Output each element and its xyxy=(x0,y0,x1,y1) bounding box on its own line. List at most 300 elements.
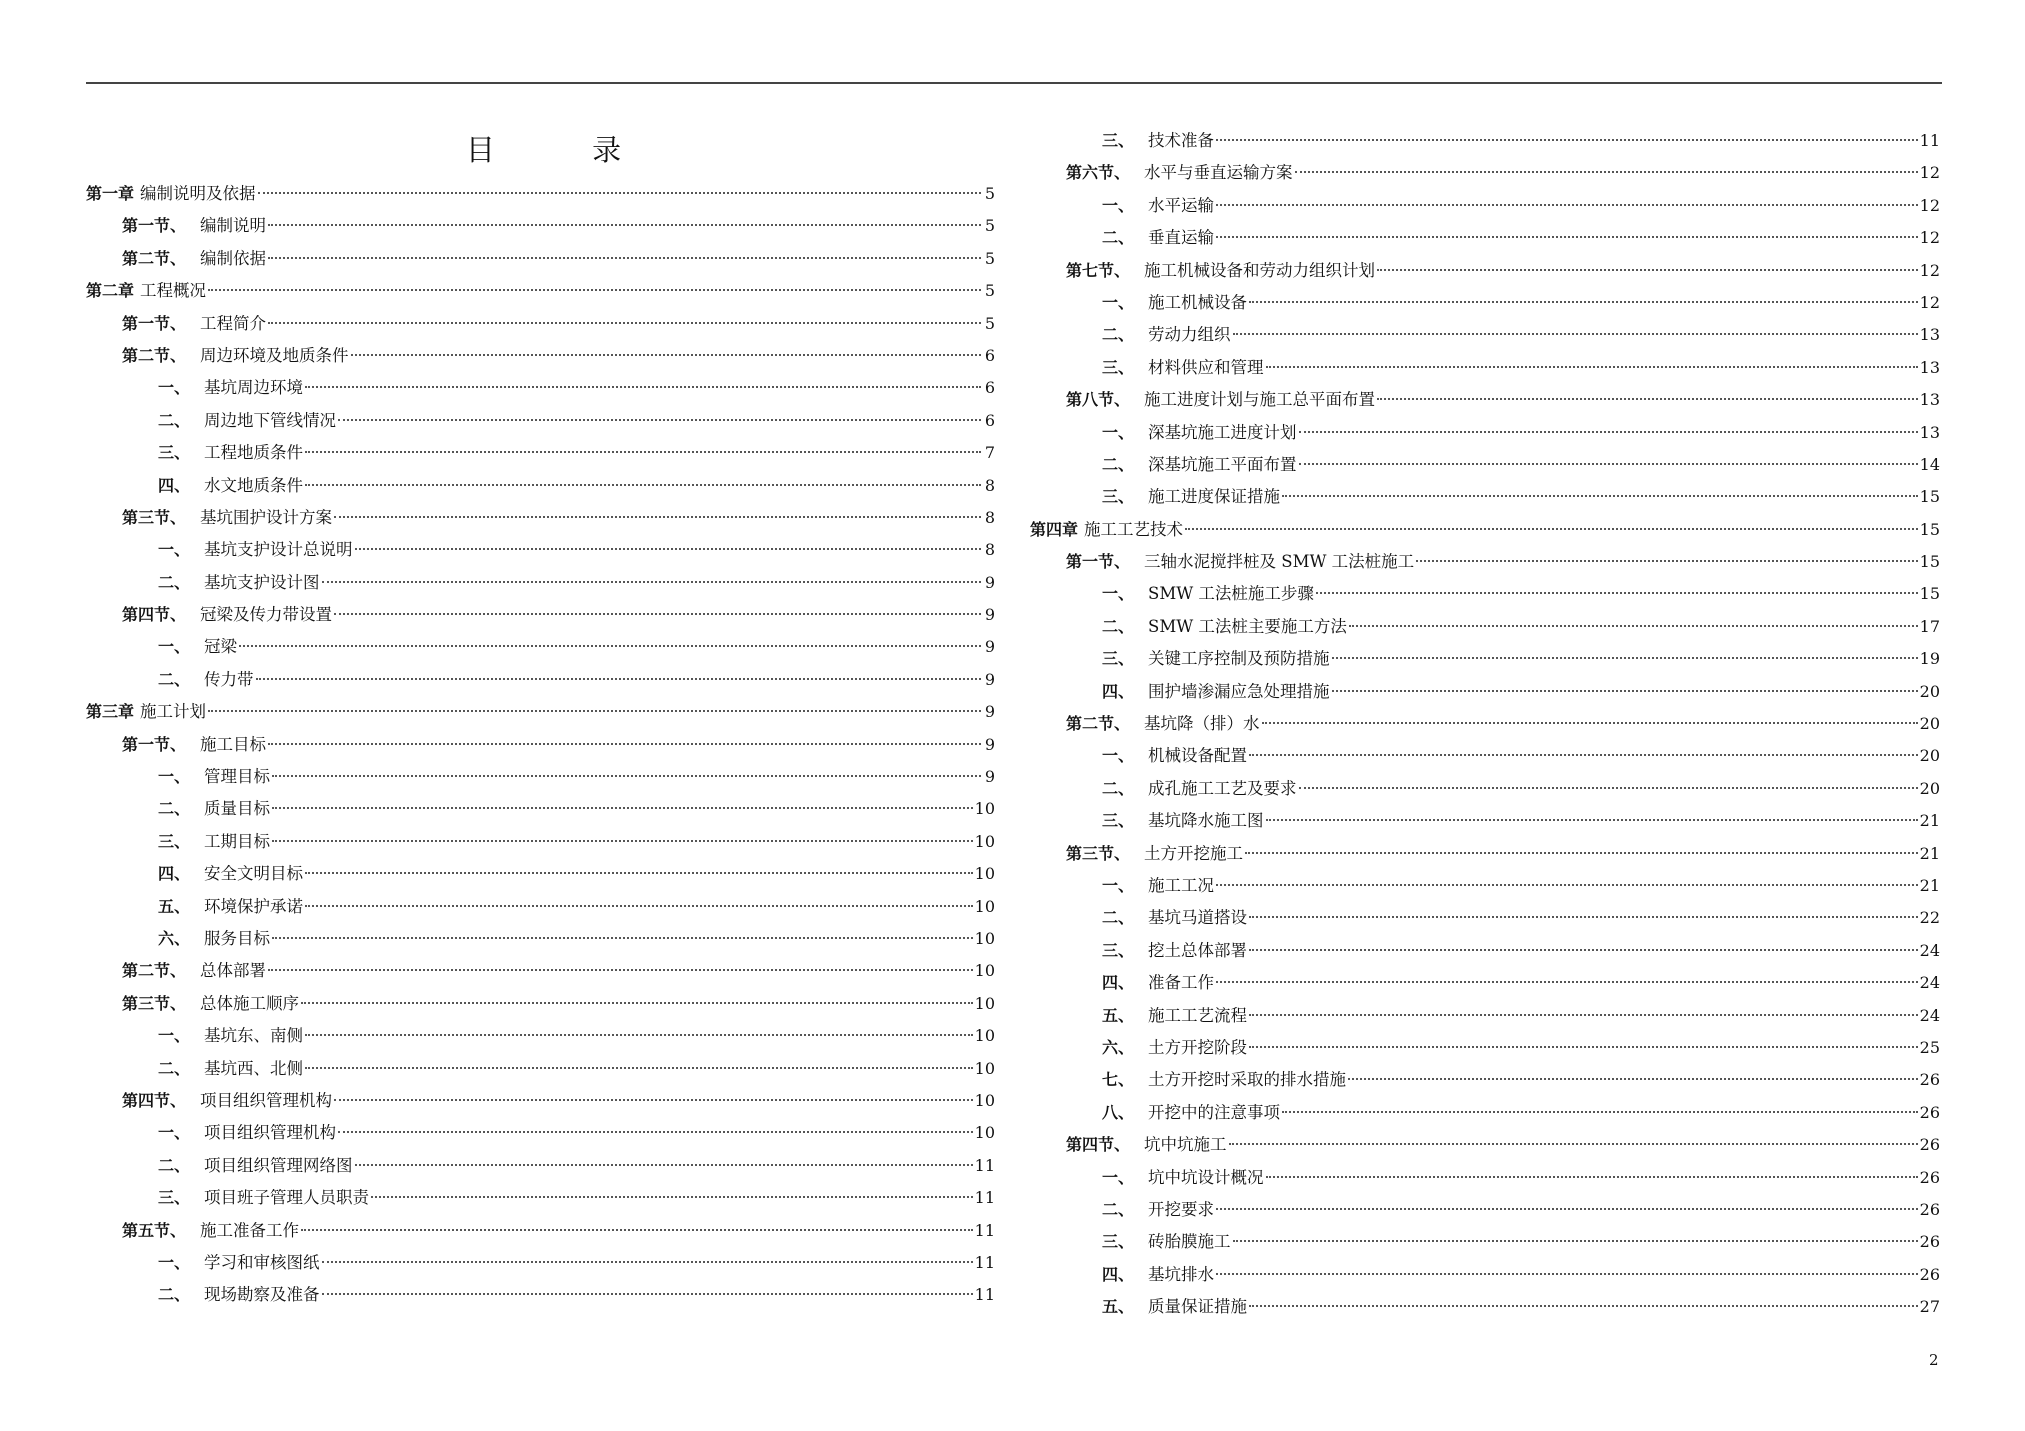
toc-entry[interactable] xyxy=(1030,224,1940,256)
toc-entry-page: 15 xyxy=(1919,552,1940,572)
toc-entry-page: 12 xyxy=(1919,292,1940,312)
toc-entry-title: 项目组织管理机构 xyxy=(204,1123,337,1143)
toc-left-column xyxy=(86,180,995,1314)
toc-entry[interactable] xyxy=(86,1087,995,1119)
toc-entry-label: 三、 xyxy=(1102,357,1135,377)
toc-entry[interactable] xyxy=(1030,516,1940,548)
toc-entry-page: 27 xyxy=(1919,1297,1940,1317)
toc-entry-title: 基坑排水 xyxy=(1148,1264,1215,1284)
toc-entry[interactable] xyxy=(86,925,995,957)
toc-entry[interactable] xyxy=(1030,289,1940,321)
toc-entry-page: 26 xyxy=(1919,1232,1940,1252)
toc-dot-leader xyxy=(1348,1078,1918,1080)
toc-entry[interactable] xyxy=(1030,840,1940,872)
toc-entry[interactable] xyxy=(86,698,995,730)
toc-entry[interactable] xyxy=(86,439,995,471)
toc-entry-page: 6 xyxy=(984,378,995,398)
header-rule xyxy=(86,82,1942,84)
toc-entry-label: 三、 xyxy=(1102,940,1135,960)
toc-dot-leader xyxy=(272,840,973,842)
toc-entry-label: 三、 xyxy=(1102,487,1135,507)
toc-entry-page: 11 xyxy=(974,1285,995,1305)
toc-entry-label: 第八节、 xyxy=(1066,390,1131,410)
toc-entry-label: 第七节、 xyxy=(1066,260,1131,280)
toc-entry-page: 10 xyxy=(974,831,995,851)
toc-entry[interactable] xyxy=(86,212,995,244)
toc-entry-title: 材料供应和管理 xyxy=(1148,357,1264,377)
toc-entry[interactable] xyxy=(1030,904,1940,936)
toc-entry-page: 5 xyxy=(984,281,995,301)
toc-dot-leader xyxy=(1316,592,1918,594)
toc-entry-page: 10 xyxy=(974,1026,995,1046)
toc-entry-title: 施工机械设备和劳动力组织计划 xyxy=(1144,260,1376,280)
toc-dot-leader xyxy=(1299,463,1918,465)
toc-dot-leader xyxy=(338,1131,973,1133)
toc-dot-leader xyxy=(1249,1305,1918,1307)
toc-entry[interactable] xyxy=(86,1152,995,1184)
toc-entry-label: 一、 xyxy=(158,540,191,560)
toc-entry-page: 15 xyxy=(1919,487,1940,507)
toc-entry-title: 冠梁 xyxy=(204,637,238,657)
toc-entry[interactable] xyxy=(1030,613,1940,645)
toc-entry-label: 一、 xyxy=(1102,422,1135,442)
toc-entry-label: 第三节、 xyxy=(122,993,187,1013)
toc-entry[interactable] xyxy=(86,407,995,439)
toc-entry-page: 10 xyxy=(974,896,995,916)
toc-entry-page: 10 xyxy=(974,1058,995,1078)
toc-entry[interactable] xyxy=(86,957,995,989)
toc-entry-label: 第五节、 xyxy=(122,1220,187,1240)
toc-dot-leader xyxy=(322,1293,973,1295)
toc-entry-title: 土方开挖施工 xyxy=(1144,843,1244,863)
toc-entry-page: 10 xyxy=(974,961,995,981)
toc-dot-leader xyxy=(268,743,981,745)
toc-entry[interactable] xyxy=(1030,937,1940,969)
toc-entry[interactable] xyxy=(1030,1034,1940,1066)
toc-entry[interactable] xyxy=(1030,678,1940,710)
toc-entry-title: 围护墙渗漏应急处理措施 xyxy=(1148,681,1330,701)
toc-entry[interactable] xyxy=(1030,321,1940,353)
toc-entry-page: 24 xyxy=(1919,1005,1940,1025)
toc-entry-title: 传力带 xyxy=(204,669,254,689)
toc-entry-page: 9 xyxy=(984,734,995,754)
toc-entry[interactable] xyxy=(86,472,995,504)
toc-entry-title: 工程简介 xyxy=(200,313,267,333)
toc-entry-page: 9 xyxy=(984,702,995,722)
toc-dot-leader xyxy=(208,289,981,291)
toc-entry-page: 10 xyxy=(974,928,995,948)
toc-entry[interactable] xyxy=(1030,775,1940,807)
toc-entry-page: 25 xyxy=(1919,1037,1940,1057)
toc-entry-title: 服务目标 xyxy=(204,928,271,948)
toc-entry-title: 编制说明 xyxy=(200,216,267,236)
toc-entry[interactable] xyxy=(86,504,995,536)
toc-entry-page: 5 xyxy=(984,248,995,268)
toc-dot-leader xyxy=(1216,981,1918,983)
toc-entry-page: 13 xyxy=(1919,422,1940,442)
toc-entry-page: 11 xyxy=(974,1220,995,1240)
toc-entry-page: 20 xyxy=(1919,778,1940,798)
toc-entry[interactable] xyxy=(86,893,995,925)
toc-entry[interactable] xyxy=(1030,1164,1940,1196)
toc-entry-page: 13 xyxy=(1919,390,1940,410)
toc-entry-title: 水文地质条件 xyxy=(204,475,304,495)
toc-entry-title: 施工准备工作 xyxy=(200,1220,300,1240)
toc-entry[interactable] xyxy=(1030,969,1940,1001)
toc-entry[interactable] xyxy=(86,1055,995,1087)
toc-entry-page: 10 xyxy=(974,993,995,1013)
toc-entry-page: 26 xyxy=(1919,1167,1940,1187)
toc-entry-title: 基坑马道搭设 xyxy=(1148,908,1248,928)
toc-entry-label: 一、 xyxy=(158,378,191,398)
toc-entry-title: 现场勘察及准备 xyxy=(204,1285,320,1305)
toc-entry-title: 施工工况 xyxy=(1148,875,1215,895)
toc-dot-leader xyxy=(1249,949,1918,951)
toc-dot-leader xyxy=(355,548,981,550)
toc-entry[interactable] xyxy=(86,1217,995,1249)
toc-entry-page: 11 xyxy=(974,1188,995,1208)
toc-entry[interactable] xyxy=(86,633,995,665)
toc-entry-title: 基坑降（排）水 xyxy=(1144,714,1260,734)
toc-dot-leader xyxy=(351,354,981,356)
toc-entry-page: 5 xyxy=(984,313,995,333)
toc-entry[interactable] xyxy=(1030,1131,1940,1163)
toc-entry-page: 12 xyxy=(1919,260,1940,280)
toc-entry-label: 八、 xyxy=(1102,1102,1135,1122)
page-number: 2 xyxy=(1929,1351,1939,1369)
toc-dot-leader xyxy=(301,1229,973,1231)
toc-entry[interactable] xyxy=(1030,386,1940,418)
toc-entry[interactable] xyxy=(86,1119,995,1151)
toc-entry-label: 第二节、 xyxy=(122,345,187,365)
toc-entry-label: 第四节、 xyxy=(1066,1135,1131,1155)
toc-entry[interactable] xyxy=(1030,483,1940,515)
toc-entry-label: 二、 xyxy=(158,1058,191,1078)
toc-entry-title: SMW 工法桩主要施工方法 xyxy=(1148,616,1347,636)
toc-dot-leader xyxy=(305,1067,973,1069)
toc-entry[interactable] xyxy=(86,1249,995,1281)
toc-entry[interactable] xyxy=(1030,742,1940,774)
toc-entry-label: 二、 xyxy=(158,1155,191,1175)
toc-entry-page: 26 xyxy=(1919,1070,1940,1090)
toc-dot-leader xyxy=(1216,884,1918,886)
toc-dot-leader xyxy=(305,872,973,874)
toc-dot-leader xyxy=(334,613,981,615)
toc-entry[interactable] xyxy=(86,536,995,568)
toc-entry[interactable] xyxy=(1030,710,1940,742)
toc-entry-label: 四、 xyxy=(158,475,191,495)
toc-entry-title: 工程概况 xyxy=(140,281,207,301)
toc-entry-page: 7 xyxy=(984,443,995,463)
toc-entry-label: 二、 xyxy=(1102,778,1135,798)
toc-dot-leader xyxy=(272,807,973,809)
toc-entry-label: 二、 xyxy=(1102,325,1135,345)
toc-dot-leader xyxy=(305,484,981,486)
toc-entry-label: 三、 xyxy=(1102,649,1135,669)
toc-entry-title: 施工目标 xyxy=(200,734,267,754)
toc-entry[interactable] xyxy=(1030,1261,1940,1293)
toc-entry[interactable] xyxy=(1030,1002,1940,1034)
toc-entry-label: 第三章 xyxy=(86,702,135,722)
toc-entry-label: 四、 xyxy=(1102,681,1135,701)
toc-entry-page: 11 xyxy=(974,1252,995,1272)
toc-entry[interactable] xyxy=(86,860,995,892)
toc-entry[interactable] xyxy=(86,731,995,763)
toc-dot-leader xyxy=(301,1002,973,1004)
toc-entry-title: 冠梁及传力带设置 xyxy=(200,605,333,625)
toc-entry-page: 8 xyxy=(984,540,995,560)
toc-dot-leader xyxy=(1266,819,1918,821)
toc-entry-label: 三、 xyxy=(1102,811,1135,831)
toc-dot-leader xyxy=(355,1164,973,1166)
toc-entry-title: 施工机械设备 xyxy=(1148,292,1248,312)
toc-dot-leader xyxy=(305,905,973,907)
toc-entry-label: 二、 xyxy=(158,410,191,430)
toc-entry-label: 第四章 xyxy=(1030,519,1079,539)
toc-entry[interactable] xyxy=(1030,419,1940,451)
toc-dot-leader xyxy=(1332,690,1918,692)
toc-entry[interactable] xyxy=(1030,548,1940,580)
toc-entry-label: 三、 xyxy=(1102,1232,1135,1252)
toc-entry-label: 一、 xyxy=(158,637,191,657)
toc-entry[interactable] xyxy=(1030,645,1940,677)
toc-entry-label: 七、 xyxy=(1102,1070,1135,1090)
toc-entry-page: 10 xyxy=(974,799,995,819)
toc-dot-leader xyxy=(1377,269,1918,271)
toc-entry[interactable] xyxy=(1030,1099,1940,1131)
toc-dot-leader xyxy=(334,516,981,518)
toc-entry-label: 三、 xyxy=(158,443,191,463)
toc-dot-leader xyxy=(1216,204,1918,206)
toc-entry-title: 技术准备 xyxy=(1148,131,1215,150)
toc-entry[interactable] xyxy=(86,1022,995,1054)
toc-dot-leader xyxy=(1262,722,1918,724)
toc-entry-label: 二、 xyxy=(158,572,191,592)
toc-entry-label: 第三节、 xyxy=(122,507,187,527)
toc-dot-leader xyxy=(256,678,981,680)
toc-entry-label: 五、 xyxy=(158,896,191,916)
toc-entry[interactable] xyxy=(86,666,995,698)
toc-entry-title: 坑中坑施工 xyxy=(1144,1135,1227,1155)
toc-entry[interactable] xyxy=(86,342,995,374)
toc-entry[interactable] xyxy=(1030,192,1940,224)
toc-entry-page: 8 xyxy=(984,475,995,495)
toc-dot-leader xyxy=(1377,398,1918,400)
toc-entry-title: 劳动力组织 xyxy=(1148,325,1231,345)
toc-dot-leader xyxy=(1416,560,1917,562)
toc-entry-page: 22 xyxy=(1919,908,1940,928)
toc-dot-leader xyxy=(338,419,981,421)
toc-entry-title: 关键工序控制及预防措施 xyxy=(1148,649,1330,669)
toc-dot-leader xyxy=(268,969,973,971)
toc-dot-leader xyxy=(1282,495,1918,497)
toc-entry-label: 第二章 xyxy=(86,281,135,301)
toc-entry-page: 15 xyxy=(1919,584,1940,604)
toc-entry-label: 六、 xyxy=(1102,1037,1135,1057)
toc-entry-label: 二、 xyxy=(1102,1199,1135,1219)
toc-entry-label: 二、 xyxy=(1102,616,1135,636)
toc-entry-label: 一、 xyxy=(158,1252,191,1272)
toc-entry-label: 一、 xyxy=(158,1026,191,1046)
toc-dot-leader xyxy=(268,322,981,324)
toc-entry-page: 12 xyxy=(1919,228,1940,248)
toc-entry-title: 准备工作 xyxy=(1148,973,1215,993)
toc-entry[interactable] xyxy=(86,763,995,795)
toc-entry-page: 12 xyxy=(1919,163,1940,183)
toc-dot-leader xyxy=(305,1034,973,1036)
toc-entry-page: 24 xyxy=(1919,973,1940,993)
toc-entry[interactable] xyxy=(86,180,995,212)
toc-entry-label: 一、 xyxy=(1102,1167,1135,1187)
toc-entry-label: 二、 xyxy=(158,669,191,689)
toc-entry[interactable] xyxy=(1030,807,1940,839)
toc-entry-title: 成孔施工工艺及要求 xyxy=(1148,778,1297,798)
toc-entry-label: 一、 xyxy=(1102,292,1135,312)
toc-entry-label: 第四节、 xyxy=(122,1090,187,1110)
toc-entry-page: 14 xyxy=(1919,454,1940,474)
toc-entry-label: 一、 xyxy=(1102,875,1135,895)
toc-entry-title: 施工工艺技术 xyxy=(1084,519,1184,539)
toc-entry-title: 基坑西、北侧 xyxy=(204,1058,304,1078)
toc-dot-leader xyxy=(1266,366,1918,368)
toc-entry[interactable] xyxy=(1030,1228,1940,1260)
toc-entry-label: 三、 xyxy=(158,831,191,851)
toc-entry[interactable] xyxy=(1030,580,1940,612)
toc-entry[interactable] xyxy=(86,277,995,309)
toc-entry-title: 三轴水泥搅拌桩及 SMW 工法桩施工 xyxy=(1144,552,1415,572)
toc-dot-leader xyxy=(1233,333,1918,335)
toc-entry-page: 9 xyxy=(984,572,995,592)
toc-dot-leader xyxy=(1295,171,1918,173)
toc-dot-leader xyxy=(371,1196,973,1198)
toc-entry-title: 基坑围护设计方案 xyxy=(200,507,333,527)
toc-entry-label: 三、 xyxy=(1102,131,1135,150)
toc-entry[interactable] xyxy=(86,569,995,601)
toc-entry[interactable] xyxy=(86,828,995,860)
toc-entry-page: 5 xyxy=(984,216,995,236)
toc-dot-leader xyxy=(1249,916,1918,918)
toc-entry-title: 基坑支护设计图 xyxy=(204,572,320,592)
toc-right-column xyxy=(1030,127,1940,1325)
toc-entry[interactable] xyxy=(86,601,995,633)
toc-entry-title: 开挖要求 xyxy=(1148,1199,1215,1219)
toc-entry-label: 第一节、 xyxy=(122,313,187,333)
toc-entry-title: 项目组织管理网络图 xyxy=(204,1155,353,1175)
toc-entry-page: 26 xyxy=(1919,1135,1940,1155)
toc-entry-title: 总体部署 xyxy=(200,961,267,981)
toc-entry-page: 20 xyxy=(1919,681,1940,701)
toc-entry[interactable] xyxy=(86,310,995,342)
page-title: 目 录 xyxy=(465,133,666,167)
toc-entry-page: 5 xyxy=(984,184,995,203)
toc-entry-title: 深基坑施工平面布置 xyxy=(1148,454,1297,474)
toc-entry-label: 第一节、 xyxy=(122,734,187,754)
toc-entry-title: 工期目标 xyxy=(204,831,271,851)
toc-dot-leader xyxy=(1249,1014,1918,1016)
toc-entry[interactable] xyxy=(86,795,995,827)
toc-entry-label: 三、 xyxy=(158,1188,191,1208)
toc-dot-leader xyxy=(1216,236,1918,238)
toc-entry-title: 土方开挖时采取的排水措施 xyxy=(1148,1070,1347,1090)
toc-entry[interactable] xyxy=(1030,354,1940,386)
toc-entry[interactable] xyxy=(1030,1196,1940,1228)
toc-entry-label: 五、 xyxy=(1102,1005,1135,1025)
toc-entry-page: 26 xyxy=(1919,1199,1940,1219)
toc-entry-title: 安全文明目标 xyxy=(204,864,304,884)
toc-entry-title: 基坑周边环境 xyxy=(204,378,304,398)
toc-entry[interactable] xyxy=(86,990,995,1022)
toc-entry[interactable] xyxy=(1030,1293,1940,1325)
toc-entry-label: 二、 xyxy=(158,1285,191,1305)
toc-entry-title: 基坑支护设计总说明 xyxy=(204,540,353,560)
toc-entry-title: 编制说明及依据 xyxy=(140,184,256,203)
toc-entry-page: 9 xyxy=(984,605,995,625)
toc-entry[interactable] xyxy=(86,1281,995,1313)
toc-entry-title: 管理目标 xyxy=(204,767,271,787)
toc-entry-page: 9 xyxy=(984,637,995,657)
toc-entry-page: 21 xyxy=(1919,875,1940,895)
toc-entry-page: 19 xyxy=(1919,649,1940,669)
toc-entry-label: 第二节、 xyxy=(122,248,187,268)
toc-entry-title: 土方开挖阶段 xyxy=(1148,1037,1248,1057)
toc-entry-page: 10 xyxy=(974,864,995,884)
toc-entry-title: 工程地质条件 xyxy=(204,443,304,463)
toc-entry-title: 项目组织管理机构 xyxy=(200,1090,333,1110)
toc-entry-page: 12 xyxy=(1919,195,1940,215)
toc-entry-page: 17 xyxy=(1919,616,1940,636)
toc-entry-title: 周边环境及地质条件 xyxy=(200,345,349,365)
toc-dot-leader xyxy=(268,224,981,226)
toc-entry-page: 13 xyxy=(1919,357,1940,377)
toc-entry[interactable] xyxy=(1030,451,1940,483)
toc-entry-label: 第二节、 xyxy=(122,961,187,981)
toc-entry-label: 第二节、 xyxy=(1066,714,1131,734)
toc-entry-title: 环境保护承诺 xyxy=(204,896,304,916)
toc-entry-label: 一、 xyxy=(158,767,191,787)
toc-entry-label: 二、 xyxy=(1102,228,1135,248)
toc-entry-page: 9 xyxy=(984,669,995,689)
toc-dot-leader xyxy=(1233,1240,1918,1242)
toc-dot-leader xyxy=(1185,528,1918,530)
toc-entry-title: 深基坑施工进度计划 xyxy=(1148,422,1297,442)
toc-entry[interactable] xyxy=(1030,127,1940,159)
toc-dot-leader xyxy=(1216,1273,1918,1275)
toc-entry[interactable] xyxy=(1030,872,1940,904)
toc-entry-title: 基坑东、南侧 xyxy=(204,1026,304,1046)
toc-dot-leader xyxy=(1216,1208,1918,1210)
toc-entry-title: 编制依据 xyxy=(200,248,267,268)
toc-entry-page: 6 xyxy=(984,345,995,365)
toc-dot-leader xyxy=(322,1261,973,1263)
toc-entry[interactable] xyxy=(1030,257,1940,289)
toc-entry-title: 项目班子管理人员职责 xyxy=(204,1188,370,1208)
toc-entry[interactable] xyxy=(86,374,995,406)
toc-entry-page: 8 xyxy=(984,507,995,527)
toc-entry[interactable] xyxy=(86,1184,995,1216)
toc-entry-title: 基坑降水施工图 xyxy=(1148,811,1264,831)
toc-entry[interactable] xyxy=(1030,159,1940,191)
toc-entry-label: 一、 xyxy=(1102,584,1135,604)
toc-entry-page: 10 xyxy=(974,1090,995,1110)
toc-dot-leader xyxy=(272,775,981,777)
toc-dot-leader xyxy=(208,710,981,712)
toc-entry[interactable] xyxy=(1030,1066,1940,1098)
toc-entry-title: 水平与垂直运输方案 xyxy=(1144,163,1293,183)
toc-entry-label: 二、 xyxy=(1102,908,1135,928)
toc-dot-leader xyxy=(1282,1111,1918,1113)
toc-entry[interactable] xyxy=(86,245,995,277)
toc-dot-leader xyxy=(268,257,981,259)
